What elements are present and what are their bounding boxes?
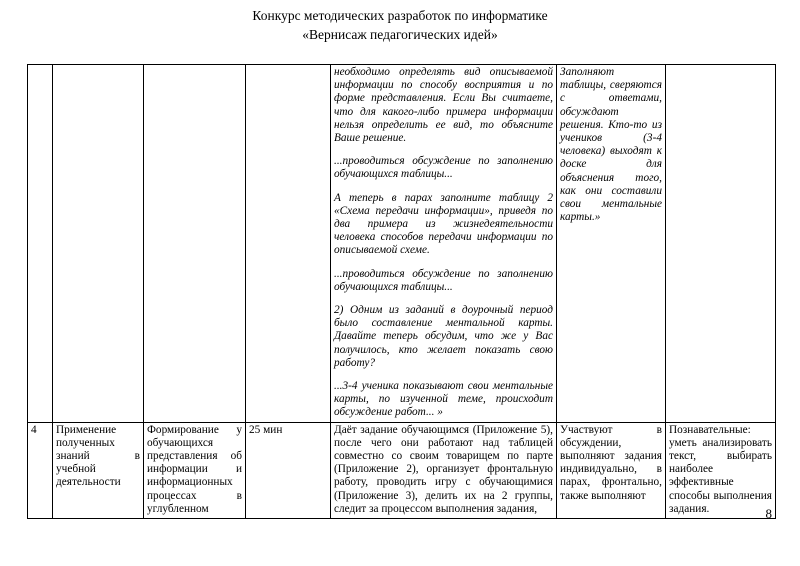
paragraph: ...3-4 ученика показывают свои ментальные карты, по изученной теме, происходит обсуждение работ... » [334,380,553,419]
cell-continued-time [246,65,331,423]
cell-row4-student-activity: Участвуют в обсуждении, выполняют задания индивидуально, в парах, фронтально, также выполняют [557,422,666,518]
cell-continued-goal [144,65,246,423]
cell-continued-stage [53,65,144,423]
cell-row4-results: Познавательные: уметь анализировать текст, выбирать наиболее эффективные способы выполнения задания. [666,422,776,518]
cell-continued-results [666,65,776,423]
cell-row4-number: 4 [28,422,53,518]
table-row-4 [28,422,776,518]
paragraph: Заполняют таблицы, сверяются с ответами, обсуждают решения. Кто-то из учеников (3-4 человека) выходят к доске для объяснения того, как они составили свои ментальные карты.» [560,66,662,224]
table-row-continued [28,65,776,423]
paragraph: ...проводиться обсуждение по заполнению обучающихся таблицы... [334,155,553,181]
document-header [0,6,800,44]
page-number: 8 [765,506,772,521]
document-header-line-1: Конкурс методических разработок по информатике [252,8,548,23]
cell-row4-teacher-activity: Даёт задание обучающимся (Приложение 5), после чего они работают над таблицей совместно со своим товарищем по парте (Приложение 2), организует фронтальную работу, проводить игру с обучающимися (Приложение 3), делить их на 2 группы, следит за процессом выполнения задания, [331,422,557,518]
paragraph: ...проводиться обсуждение по заполнению обучающихся таблицы... [334,267,553,293]
lesson-plan-table [27,64,776,519]
paragraph: А теперь в парах заполните таблицу 2 «Схема передачи информации», приведя по два примера из жизнедеятельности человека способов передачи информации по описываемой схеме. [334,191,553,257]
paragraph: 2) Одним из заданий в доурочный период было составление ментальной карты. Давайте теперь обсудим, что же у Вас получилось, кто желает показать свою работу? [334,304,553,369]
cell-row4-stage: Применение полученных знаний в учебной деятельности [53,422,144,518]
cell-continued-student-activity [557,65,666,423]
paragraph: необходимо определять вид описываемой информации по способу восприятия и по форме представления. Если Вы считаете, что для какого-либо примера информации нельзя определить ее вид, то объясните Ваше решение. [334,66,553,145]
cell-row4-goal: Формирование у обучающихся представления об информации и информационных процессах в углубленном [144,422,246,518]
document-header-line-2: «Вернисаж педагогических идей» [302,27,498,42]
cell-continued-teacher-activity [331,65,557,423]
cell-row4-time: 25 мин [246,422,331,518]
cell-continued-number [28,65,53,423]
